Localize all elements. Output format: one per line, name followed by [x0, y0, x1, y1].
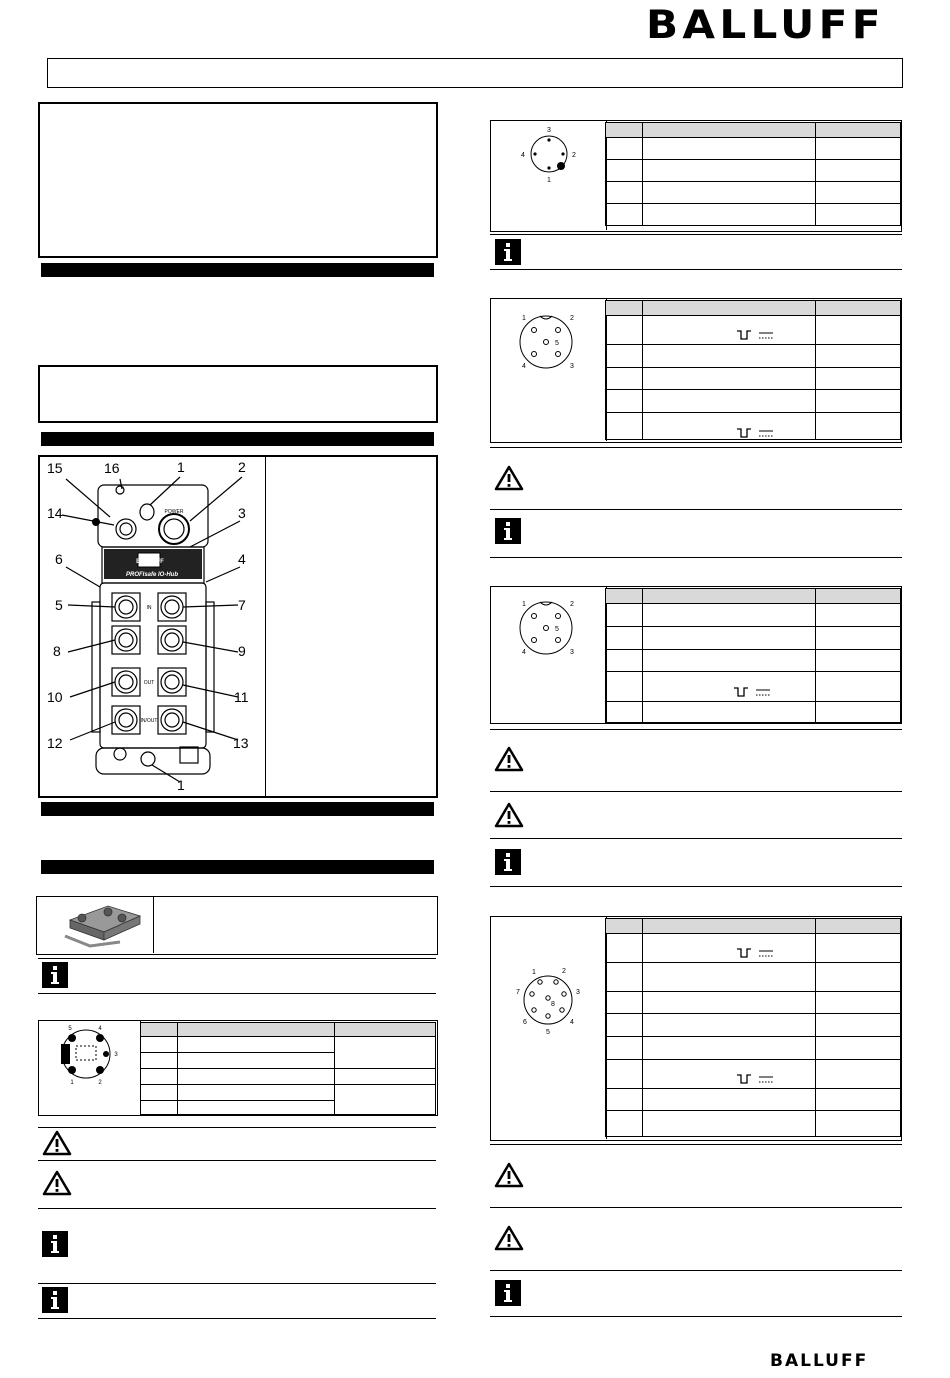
pulse-icon [735, 1073, 777, 1085]
c2-pin-4: 4 [522, 363, 526, 370]
callout-16: 16 [104, 460, 120, 476]
connector-2-drawing [510, 308, 590, 376]
device-out-mark: OUT [143, 680, 155, 686]
product-drawing [40, 457, 262, 795]
c2-pin-5: 5 [555, 340, 559, 347]
c2-pin-3: 3 [570, 363, 574, 370]
info-icon [495, 849, 521, 875]
callout-1: 1 [177, 459, 185, 475]
connector-3-drawing [510, 594, 590, 662]
pulse-icon [732, 686, 774, 698]
section-heading-bar [41, 263, 434, 277]
separator [490, 447, 902, 448]
pulse-icon [735, 329, 777, 341]
intro-box [38, 102, 438, 258]
brand-logo: BALLUFF [646, 3, 885, 48]
callout-13: 13 [233, 735, 249, 751]
callout-5: 5 [55, 597, 63, 613]
separator [38, 993, 436, 994]
callout-7: 7 [238, 597, 246, 613]
callout-4: 4 [238, 551, 246, 567]
c3-pin-4: 4 [522, 649, 526, 656]
note-box [38, 365, 438, 423]
device-label: PROFIsafe IO-Hub [125, 572, 179, 578]
power-connector-drawing [50, 1024, 130, 1086]
connector-1-table [605, 122, 901, 226]
warning-triangle-icon [42, 1170, 72, 1196]
separator [490, 886, 902, 887]
callout-6: 6 [55, 551, 63, 567]
section-heading-bar [41, 432, 434, 446]
section-heading-bar [41, 860, 434, 874]
device-inout-mark: IN/OUT [140, 718, 158, 724]
separator [490, 509, 902, 510]
power-pin-1: 1 [70, 1080, 74, 1086]
c2-pin-2: 2 [570, 315, 574, 322]
c4-pin-7: 7 [516, 989, 520, 996]
c1-pin-4: 4 [521, 152, 525, 159]
c3-pin-1: 1 [522, 601, 526, 608]
device-in-mark: IN [146, 605, 152, 611]
warning-triangle-icon [494, 1225, 524, 1251]
device-brand-mark: BALLUFF [136, 559, 164, 565]
mounting-divider [153, 897, 154, 953]
warning-triangle-icon [494, 802, 524, 828]
c4-pin-1: 1 [532, 969, 536, 976]
warning-triangle-icon [494, 1162, 524, 1188]
callout-3: 3 [238, 505, 246, 521]
separator [490, 838, 902, 839]
callout-10: 10 [47, 689, 63, 705]
callout-15: 15 [47, 460, 63, 476]
separator [490, 234, 902, 235]
separator [38, 1160, 436, 1161]
connector-4-drawing [510, 964, 590, 1036]
separator [490, 729, 902, 730]
separator [490, 1270, 902, 1271]
info-icon [495, 518, 521, 544]
c1-pin-3: 3 [547, 127, 551, 134]
separator [490, 1316, 902, 1317]
c3-pin-3: 3 [570, 649, 574, 656]
section-heading-bar [41, 802, 434, 816]
power-pin-table [140, 1022, 436, 1115]
connector-1-drawing [515, 124, 585, 186]
title-bar [47, 58, 903, 88]
product-legend-divider [265, 457, 266, 796]
c1-pin-2: 2 [572, 152, 576, 159]
c2-pin-1: 1 [522, 315, 526, 322]
separator [38, 1283, 436, 1284]
separator [490, 1207, 902, 1208]
c3-pin-2: 2 [570, 601, 574, 608]
callout-9: 9 [238, 643, 246, 659]
info-icon [495, 239, 521, 265]
c4-pin-4: 4 [570, 1019, 574, 1026]
separator [38, 1318, 436, 1319]
power-pin-4: 4 [98, 1026, 102, 1032]
info-icon [42, 962, 68, 988]
separator [490, 1144, 902, 1145]
info-icon [42, 1231, 68, 1257]
c4-pin-6: 6 [523, 1019, 527, 1026]
separator [38, 1208, 436, 1209]
warning-triangle-icon [494, 465, 524, 491]
callout-12: 12 [47, 735, 63, 751]
connector-2-table [605, 300, 901, 440]
connector-3-table [605, 588, 901, 723]
callout-8: 8 [53, 643, 61, 659]
footer-brand-logo: BALLUFF [770, 1351, 869, 1371]
device-power-mark: POWER [164, 509, 184, 515]
power-pin-5: 5 [68, 1026, 72, 1032]
power-pin-3: 3 [114, 1052, 118, 1058]
separator [490, 557, 902, 558]
pulse-icon [735, 947, 777, 959]
separator [38, 958, 436, 959]
callout-1-bottom: 1 [177, 777, 185, 793]
c4-pin-8: 8 [551, 1001, 555, 1008]
c3-pin-5: 5 [555, 626, 559, 633]
separator [490, 269, 902, 270]
info-icon [42, 1287, 68, 1313]
callout-14: 14 [47, 505, 63, 521]
warning-triangle-icon [494, 746, 524, 772]
c4-pin-5: 5 [546, 1029, 550, 1036]
power-pin-2: 2 [98, 1080, 102, 1086]
callout-11: 11 [234, 689, 249, 705]
info-icon [495, 1280, 521, 1306]
warning-triangle-icon [42, 1130, 72, 1156]
c4-pin-2: 2 [562, 968, 566, 975]
separator [38, 1127, 436, 1128]
pulse-icon [735, 427, 777, 439]
separator [490, 791, 902, 792]
callout-2: 2 [238, 459, 246, 475]
c4-pin-3: 3 [576, 989, 580, 996]
mounting-image [60, 898, 150, 953]
c1-pin-1: 1 [547, 177, 551, 184]
